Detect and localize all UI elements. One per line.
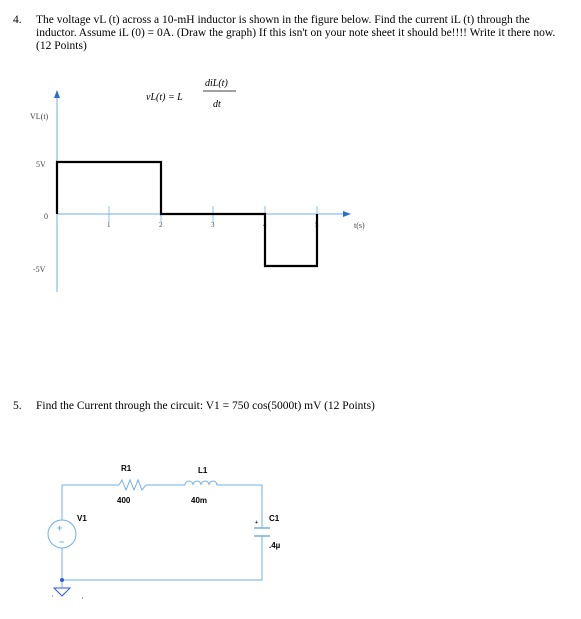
question-4-text: The voltage vL (t) across a 10-mH inductor is shown in the figure below. Find the current iL (t) through the inductor. Assume iL (0) = 0A. (Draw the graph) If this isn't on your note sheet it should be!!!! Write it there now. (12 Points)	[36, 14, 556, 52]
l1-label: L1	[198, 466, 208, 475]
y-tick-5v: 5V	[36, 160, 46, 169]
voltage-waveform-figure	[0, 70, 400, 310]
y-axis-label: VL(t)	[30, 112, 49, 121]
c1-label: C1	[269, 514, 280, 523]
question-5-number: 5.	[13, 400, 22, 412]
question-5-text: Find the Current through the circuit: V1 = 750 cos(5000t) mV (12 Points)	[36, 400, 375, 412]
question-4-number: 4.	[13, 14, 22, 26]
x-tick-label-3: 3	[211, 221, 215, 229]
v1-plus-sign: +	[57, 523, 63, 533]
x-tick-label-5: 5	[315, 221, 319, 229]
inductor-equation	[146, 78, 236, 110]
wire-return	[62, 536, 262, 580]
x-tick-label-4: 4	[263, 221, 267, 229]
c1-polarity-plus: +	[255, 520, 258, 526]
x-ticks	[107, 206, 319, 229]
v1-label: V1	[77, 514, 87, 523]
wire-v1-to-r1	[62, 485, 119, 520]
c1-value: .4µ	[269, 541, 281, 550]
x-tick-label-2: 2	[159, 221, 163, 229]
y-tick-0: 0	[44, 212, 48, 221]
equation-lhs: vL(t) = L	[146, 92, 183, 103]
x-axis-arrow	[343, 211, 351, 217]
r1-label: R1	[121, 464, 132, 473]
equation-numerator: diL(t)	[205, 78, 228, 89]
r1-value: 400	[117, 496, 131, 505]
v1-minus-sign: −	[59, 537, 65, 547]
ground-icon	[52, 578, 83, 598]
equation-denominator: dt	[213, 99, 221, 110]
resistor-r1	[119, 480, 146, 490]
y-axis-arrow	[54, 90, 60, 98]
x-axis-label: t(s)	[354, 221, 365, 230]
y-tick-neg5v: -5V	[33, 265, 46, 274]
x-tick-label-1: 1	[107, 221, 111, 229]
rlc-circuit-schematic	[0, 450, 340, 619]
l1-value: 40m	[191, 496, 208, 505]
inductor-l1	[185, 481, 220, 485]
